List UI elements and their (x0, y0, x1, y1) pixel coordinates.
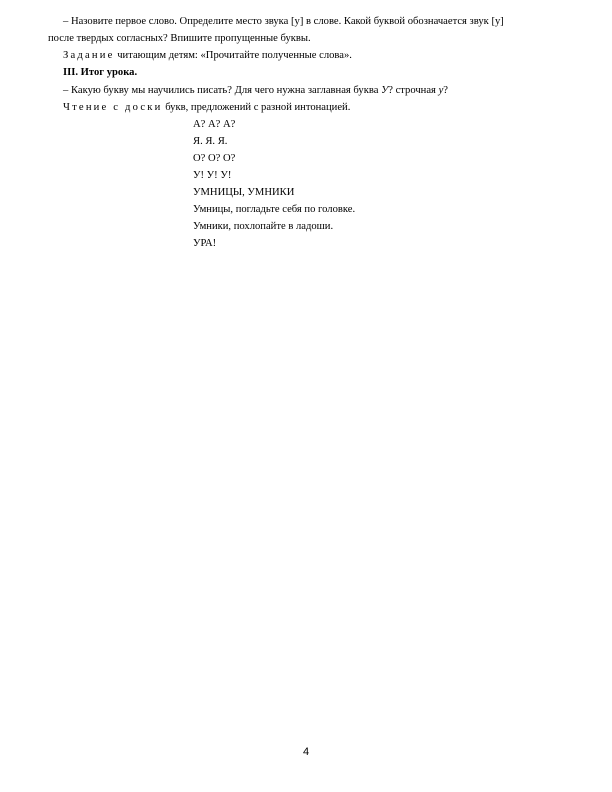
question-text-middle: ? строчная (388, 85, 439, 96)
question-line (63, 84, 448, 97)
reading-label: Чтение с доски (63, 102, 163, 113)
question-text-before: – Какую букву мы научились писать? Для чего нужна заглавная буква (63, 85, 382, 96)
reading-line: А? А? А? (193, 119, 236, 130)
reading-instruction (63, 101, 350, 114)
reading-line: Умники, похлопайте в ладоши. (193, 221, 334, 232)
reading-line: УРА! (193, 238, 217, 249)
paragraph-line-2: после твердых согласных? Впишите пропущенные буквы. (48, 33, 311, 44)
paragraph-line-1: – Назовите первое слово. Определите место звука [у] в слове. Какой буквой обозначается звук [у] (63, 16, 504, 27)
section-heading: III. Итог урока. (63, 67, 138, 78)
reading-line: У! У! У! (193, 170, 232, 181)
reading-line: Умницы, погладьте себя по головке. (193, 204, 356, 215)
question-small-letter: у (438, 85, 444, 96)
task-text: читающим детям: «Прочитайте полученные слова». (117, 50, 352, 61)
reading-line: УМНИЦЫ, УМНИКИ (193, 187, 295, 198)
question-capital-letter: У (381, 85, 389, 96)
reading-line: О? О? О? (193, 153, 236, 164)
question-text-after: ? (443, 85, 448, 96)
reading-line: Я. Я. Я. (193, 136, 228, 147)
reading-list (193, 116, 355, 252)
task-label: Задание (63, 50, 115, 61)
task-line (63, 49, 352, 62)
reading-text: букв, предложений с разной интонацией. (165, 102, 351, 113)
page-number: 4 (302, 746, 310, 758)
